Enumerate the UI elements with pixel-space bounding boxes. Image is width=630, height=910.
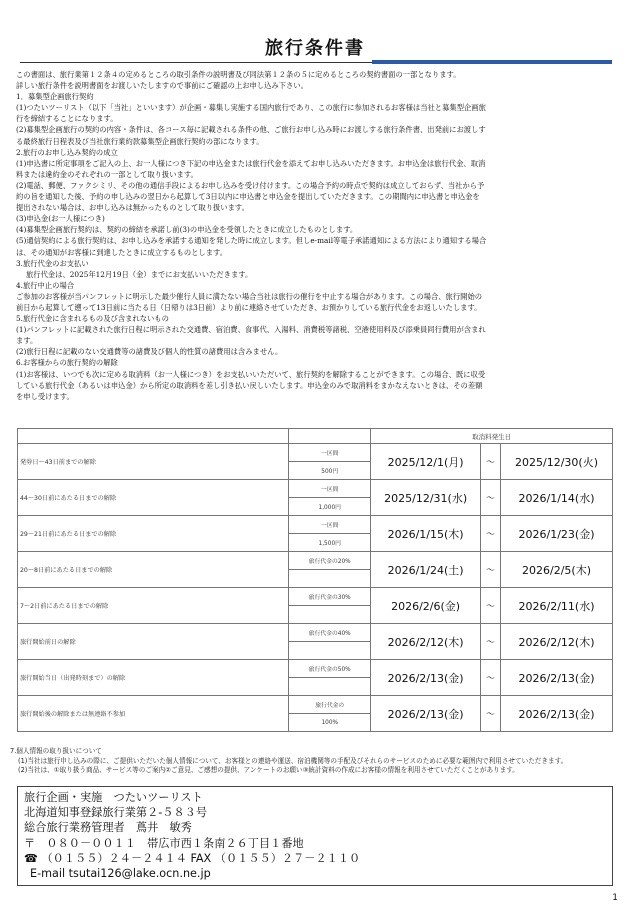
section-line: (2)当社は、①取り扱う商品、サービス等のご案内②ご意見、ご感想の提供、アンケートのお願い③統計資料の作成にお客様の情報を利用させていただくことがあります。 [18,766,519,774]
fee-amount: 1,000円 [289,498,371,516]
table-row [18,516,613,534]
section-line: (1)パンフレットに記載された旅行日程に明示された交通費、宿泊費、食事代、入湯料、消費税等諸税、空港使用料及び添乗員同行費用が含まれ [16,325,486,335]
section-heading: 6.お客様からの旅行契約の解除 [16,358,118,368]
email-line: E-mail tsutai126@lake.ocn.ne.jp [30,867,211,881]
cancel-condition: 7〜2日前にあたる日までの解除 [18,588,289,624]
fee-label: 旅行代金の20% [289,552,371,570]
table-row [18,552,613,570]
tilde: 〜 [481,480,501,516]
section-line: る最終旅行日程表及び当社旅行業約款募集型企画旅行契約の部になります。 [16,136,264,146]
date-to: 2026/1/14(水) [501,480,613,516]
date-to: 2026/2/12(木) [501,624,613,660]
phone-fax-line: ☎ （０１５５）２４－２４１４ FAX （０１５５）２７－２１１０ [24,851,361,865]
date-from: 2026/2/13(金) [371,660,481,696]
table-header: 取消料発生日 [371,429,613,444]
fee-label: 一区間 [289,516,371,534]
date-from: 2025/12/1(月) [371,444,481,480]
header-empty [289,429,371,444]
section-line: 旅行代金は、2025年12月19日（金）までにお支払いいただきます。 [26,269,253,279]
cancel-condition: 旅行開始当日（出発時刻まで）の解除 [18,660,289,696]
fee-label: 旅行代金の40% [289,624,371,642]
registration-line: 北海道知事登録旅行業第２-５８３号 [24,806,208,820]
section-line: 提出されない場合は、お申し込みは無かったものとして取り扱います。 [16,203,249,213]
fee-label: 一区間 [289,480,371,498]
table-row [18,444,613,462]
intro-line: 詳しい旅行条件を説明書面をお渡しいたしますので事前にご確認の上お申し込み下さい。 [16,81,308,91]
cancel-condition: 旅行開始後の解除または無連絡不参加 [18,696,289,732]
table-row [18,588,613,606]
section-heading: 5.旅行代金に含まれるもの及び含まれないもの [16,314,169,324]
table-row [18,624,613,642]
section-line: (1)お客様は、いつでも次に定める取消料（お一人様につき）をお支払いいただいて、旅行契約を解除することができます。この場合、既に収受 [16,369,486,379]
section-line: 行を締結することになります。 [16,114,118,124]
date-to: 2025/12/30(火) [501,444,613,480]
cancel-condition: 20〜8日前にあたる日までの解除 [18,552,289,588]
table-row [18,696,613,714]
fee-amount: 1,500円 [289,534,371,552]
personal-info-section [10,747,622,776]
section-line: (3)申込金(お一人様につき) [16,214,105,224]
section-line: (2)旅行日程に記載のない交通費等の諸費及び個人的性質の諸費用は含みません。 [16,347,283,357]
section-line: (1)つたいツーリスト（以下「当社」といいます）が企画・募集し実施する国内旅行であり、この旅行に参加されるお客様は当社と募集型企画旅 [16,103,486,113]
section-line: 料または違約金のそれぞれの一部として取り扱います。 [16,169,198,179]
fee-label: 旅行代金の30% [289,588,371,606]
tilde: 〜 [481,444,501,480]
document-title: 旅行条件書 [265,38,365,59]
tilde: 〜 [481,696,501,732]
tilde: 〜 [481,552,501,588]
fee-amount [289,678,371,696]
date-from: 2026/1/24(土) [371,552,481,588]
organizer-line: 旅行企画・実施 つたいツーリスト [24,791,203,804]
tilde: 〜 [481,660,501,696]
section-line: 約の旨を通知した後、予約の申し込みの翌日から起算して3日以内に申込書と申込金を提出していただきます。この期間内に申込書と申込金を [16,192,480,202]
section-heading: 3.旅行代金のお支払い [16,258,89,268]
manager-line: 総合旅行業務管理者 蔦井 敏秀 [24,821,192,835]
fee-label: 旅行代金の [289,696,371,714]
cancel-condition: 発券日〜43日前までの解除 [18,444,289,480]
date-to: 2026/2/13(金) [501,696,613,732]
title-area [0,34,630,66]
cancel-condition: 旅行開始前日の解除 [18,624,289,660]
section-line: (2)募集型企画旅行の契約の内容・条件は、各コース毎に記載される条件の他、ご旅行お申し込み時にお渡しする旅行条件書、出発前にお渡しす [16,125,486,135]
fee-amount [289,642,371,660]
date-to: 2026/2/5(木) [501,552,613,588]
section-line: (1)当社は旅行申し込みの際に、ご提供いただいた個人情報について、お客様との連絡や運送、宿泊機関等の手配及びそれらのサービスのために必要な範囲内で利用させていただきます。 [18,756,568,765]
section-line: (4)募集型企画旅行契約は、契約の締結を承諾し前(3)の申込金を受領したときに成立したものとします。 [16,225,358,235]
date-to: 2026/2/11(水) [501,588,613,624]
date-from: 2026/2/6(金) [371,588,481,624]
table-row [18,660,613,678]
date-from: 2026/2/13(金) [371,696,481,732]
section-line: (5)通信契約による旅行契約は、お申し込みを承諾する通知を発した時に成立します。但しe-mail等電子承諾通知による方法により通知する場合 [16,236,487,246]
fee-amount [289,606,371,624]
section-heading: 2.旅行のお申し込み契約の成立 [16,147,118,157]
cancel-condition: 44〜30日前にあたる日までの解除 [18,480,289,516]
section-line: (2)電話、郵便、ファクシミリ、その他の通信手段によるお申し込みを受け付けます。この場合予約の時点で契約は成立しておらず、当社から予 [16,180,485,190]
fee-amount: 500円 [289,462,371,480]
contact-box [17,786,613,886]
section-heading: 4.旅行中止の場合 [16,280,75,290]
date-from: 2025/12/31(水) [371,480,481,516]
date-from: 2026/1/15(木) [371,516,481,552]
title-accent-bar [372,60,612,64]
page-number: 1 [612,893,618,903]
tilde: 〜 [481,624,501,660]
header-empty [18,429,289,444]
section-line: している旅行代金（あるいは申込金）から所定の取消料を差し引き払い戻しいたします。申込金のみで取消料をまかなえないときは、その差額 [16,380,483,390]
section-line: (1)申込書に所定事項をご記入の上、お一人様につき下記の申込金または旅行代金を添えてお申し込みいただきます。お申込金は旅行代金、取消 [16,158,486,168]
date-to: 2026/1/23(金) [501,516,613,552]
section-line: は、その通知がお客様に到達したときに成立するものとします。 [16,247,228,257]
fee-label: 旅行代金の50% [289,660,371,678]
address-line: 〒 ０８０－００１１ 帯広市西１条南２６丁目１番地 [24,836,304,850]
terms-body [16,69,616,402]
intro-line: この書面は、旅行業第１２条４の定めるところの取引条件の説明書及び同法第１２条の５に定めるところの契約書面の一部となります。 [16,70,461,79]
cancel-condition: 29〜21日前にあたる日までの解除 [18,516,289,552]
section-line: ます。 [16,336,38,346]
fee-amount: 100% [289,714,371,732]
section-line: 前日から起算して遡って13日前に当たる日（日帰りは3日前）より前に連絡させていただき、お預かりしている旅行代金をお返しいたします。 [16,302,482,312]
section-line: を申し受けます。 [16,391,74,401]
date-to: 2026/2/13(金) [501,660,613,696]
tilde: 〜 [481,516,501,552]
date-from: 2026/2/12(木) [371,624,481,660]
fee-amount [289,570,371,588]
cancellation-fee-table [17,428,613,732]
table-row [18,480,613,498]
tilde: 〜 [481,588,501,624]
section-heading: 7.個人情報の取り扱いについて [10,747,102,755]
fee-label: 一区間 [289,444,371,462]
section-heading: 1．募集型企画旅行契約 [16,92,94,102]
section-line: ご参加のお客様が当パンフレットに明示した最少催行人員に満たない場合当社は旅行の催行を中止する場合があります。この場合、旅行開始の [16,291,483,301]
